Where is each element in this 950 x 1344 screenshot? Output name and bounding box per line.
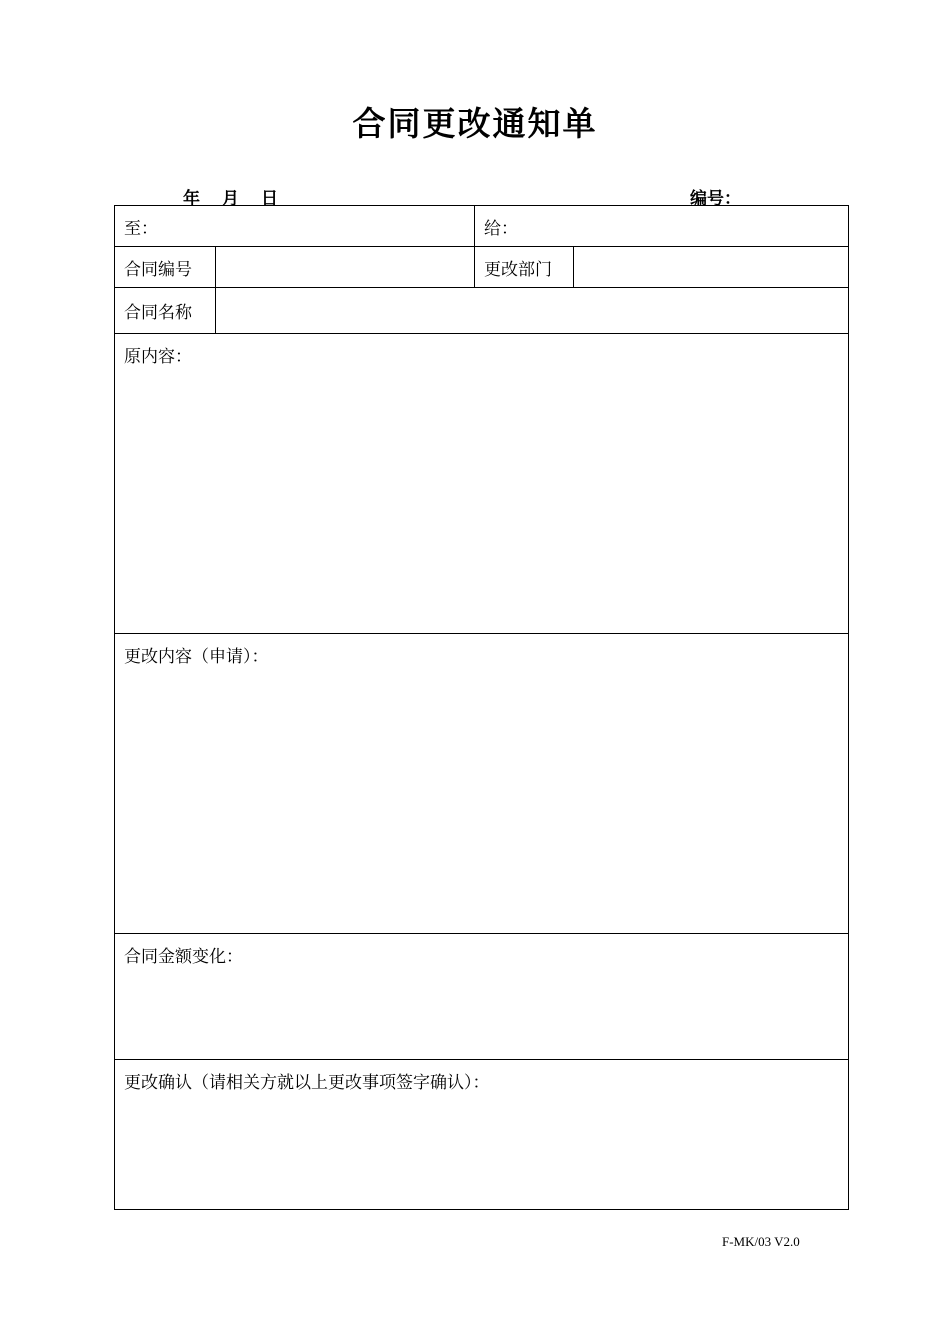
change-request-label: 更改内容（申请）： xyxy=(124,647,269,667)
amount-change-area[interactable] xyxy=(115,934,849,1060)
amount-change-label: 合同金额变化： xyxy=(124,947,243,967)
date-day: 日 xyxy=(261,189,278,209)
original-content-label: 原内容： xyxy=(124,347,192,367)
row-amount-change xyxy=(115,934,849,1060)
form-code: F-MK/03 V2.0 xyxy=(722,1234,800,1249)
contract-name-label: 合同名称 xyxy=(115,288,216,334)
dept-input[interactable] xyxy=(574,247,849,288)
row-change-request xyxy=(115,634,849,934)
row-contract-no xyxy=(115,247,849,288)
document-number-label: 编号： xyxy=(690,189,741,209)
date-month: 月 xyxy=(222,189,239,209)
row-confirmation xyxy=(115,1060,849,1210)
row-original-content xyxy=(115,334,849,634)
contract-no-input[interactable] xyxy=(216,247,475,288)
contract-no-label: 合同编号 xyxy=(115,247,216,288)
confirmation-area[interactable] xyxy=(115,1060,849,1210)
dept-label: 更改部门 xyxy=(475,247,574,288)
confirmation-label: 更改确认（请相关方就以上更改事项签字确认）： xyxy=(124,1073,490,1093)
row-to-from xyxy=(115,206,849,247)
change-request-area[interactable] xyxy=(115,634,849,934)
date-year: 年 xyxy=(183,189,200,209)
to-field[interactable] xyxy=(115,206,475,247)
document-title: 合同更改通知单 xyxy=(352,104,598,143)
from-field[interactable] xyxy=(475,206,849,247)
original-content-area[interactable] xyxy=(115,334,849,634)
to-label: 至： xyxy=(124,218,158,239)
from-label: 给： xyxy=(484,218,518,239)
contract-change-form xyxy=(114,205,849,1210)
contract-name-input[interactable] xyxy=(216,288,849,334)
row-contract-name xyxy=(115,288,849,334)
